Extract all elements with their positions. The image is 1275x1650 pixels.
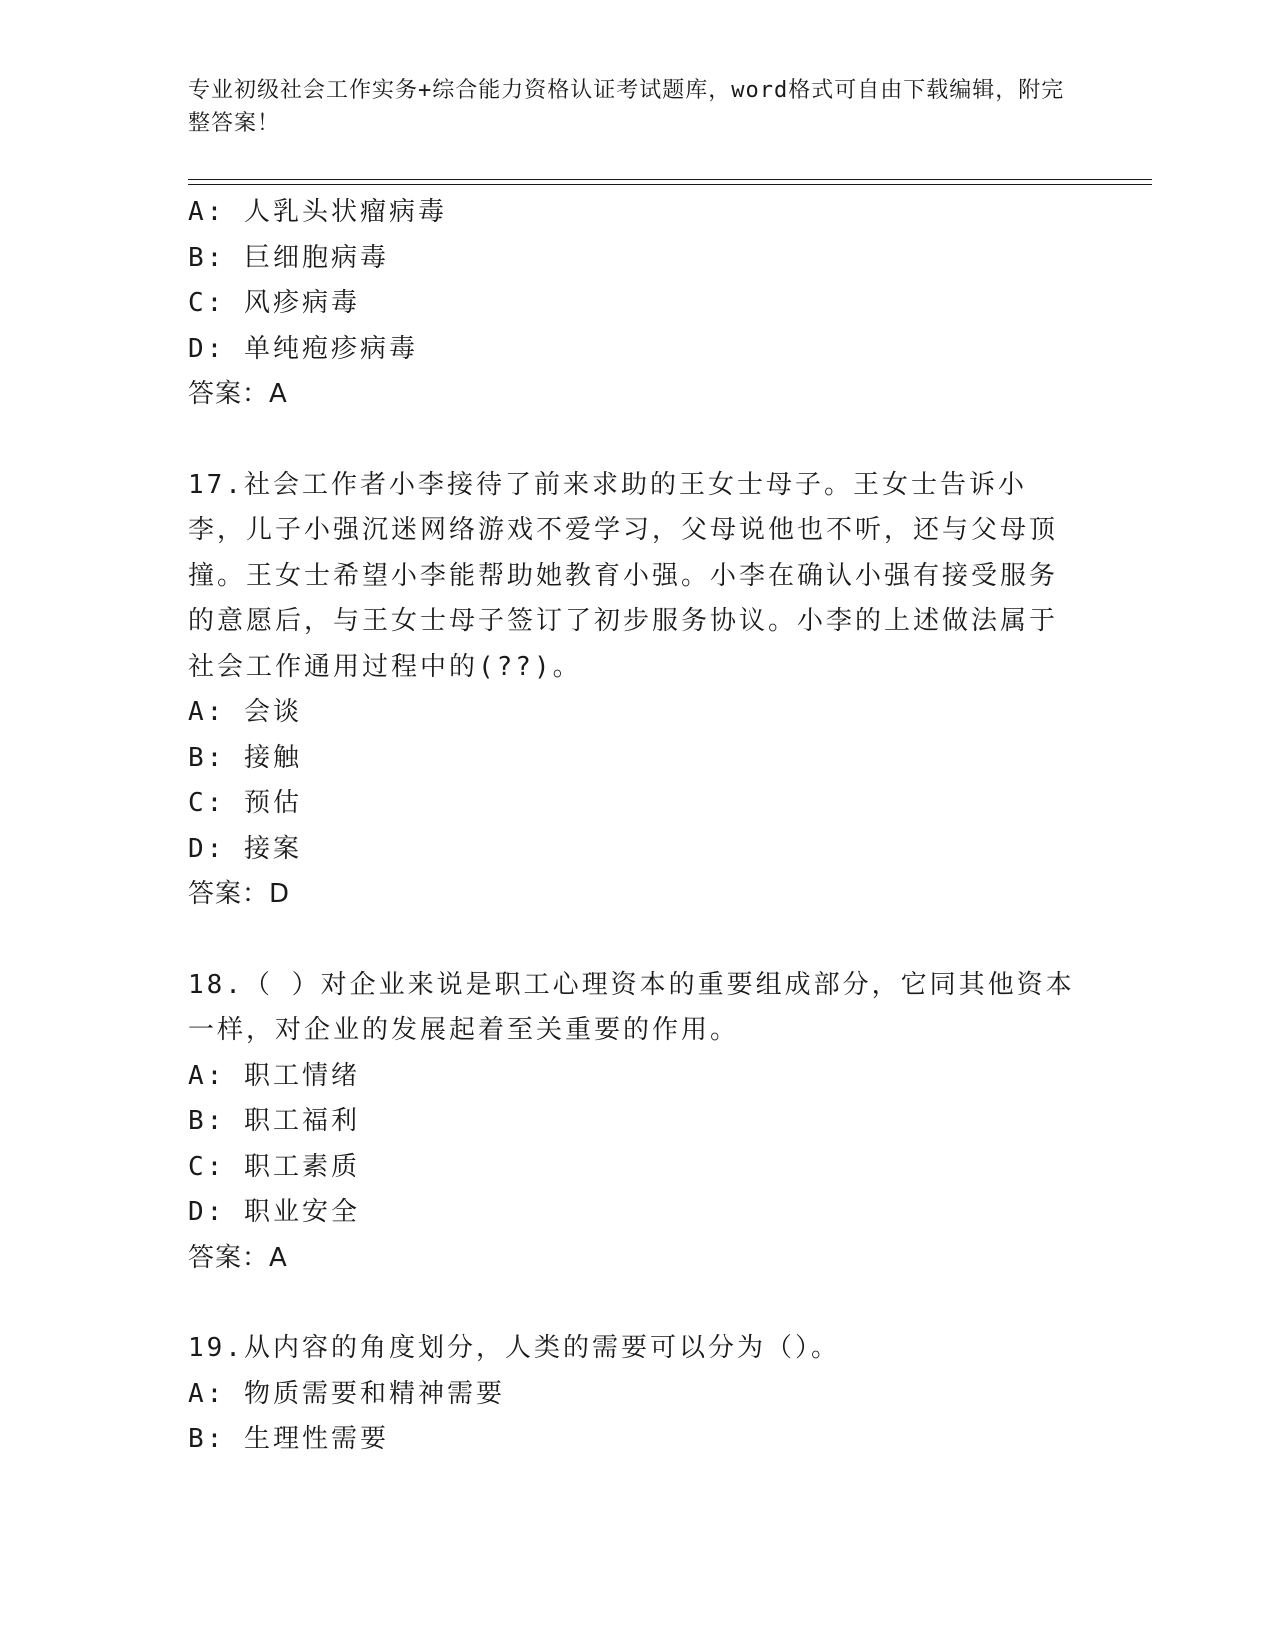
option-b: B: 巨细胞病毒 [188,242,389,273]
answer: 答案：D [188,879,291,909]
option-a: A: 人乳头状瘤病毒 [188,197,447,227]
question-17 [188,463,1078,918]
question-content [188,190,1078,1463]
question-stem: 18.（ ）对企业来说是职工心理资本的重要组成部分，它同其他资本一样，对企业的发展起着至关重要的作用。 [188,969,1075,1045]
question-stem: 17.社会工作者小李接待了前来求助的王女士母子。王女士告诉小李，儿子小强沉迷网络游戏不爱学习，父母说他也不听，还与父母顶撞。王女士希望小李能帮助她教育小强。小李在确认小强有接受服务的意愿后，与王女士母子签订了初步服务协议。小李的上述做法属于社会工作通用过程中的(??)。 [188,469,1059,682]
option-b: B: 生理性需要 [188,1424,389,1454]
option-c: C: 职工素质 [188,1151,360,1182]
option-a: A: 会谈 [188,697,302,727]
answer: 答案：A [188,379,288,409]
option-c: C: 风疹病毒 [188,288,360,318]
option-d: D: 职业安全 [188,1197,360,1227]
option-c: C: 预估 [188,788,302,818]
question-stem: 19.从内容的角度划分，人类的需要可以分为（）。 [188,1333,840,1363]
option-a: A: 职工情绪 [188,1060,360,1091]
option-a: A: 物质需要和精神需要 [188,1378,505,1409]
option-d: D: 单纯疱疹病毒 [188,333,418,364]
question-16 [188,190,1078,418]
spacer [188,1281,1078,1326]
question-18 [188,963,1078,1282]
question-19 [188,1326,1078,1463]
option-b: B: 接触 [188,742,302,773]
header-note: 专业初级社会工作实务+综合能力资格认证考试题库，word格式可自由下载编辑，附完整答案！ [188,78,1065,136]
spacer [188,918,1078,963]
header-divider [188,179,1152,185]
option-b: B: 职工福利 [188,1106,360,1136]
spacer [188,418,1078,463]
answer: 答案：A [188,1242,288,1273]
option-d: D: 接案 [188,833,302,864]
